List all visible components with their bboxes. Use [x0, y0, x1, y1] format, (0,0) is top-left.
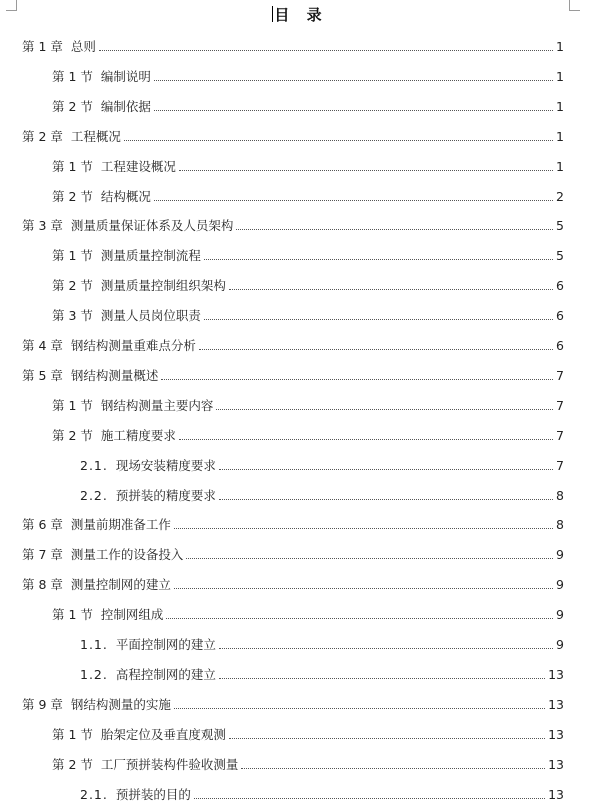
toc-entry[interactable] — [52, 602, 564, 622]
toc-dot-leader — [219, 469, 553, 470]
toc-entry-title: 总则 — [70, 39, 96, 54]
toc-entry-label — [52, 607, 163, 622]
toc-page-number: 8 — [556, 517, 564, 533]
toc-entry-number: 2.1. — [80, 457, 108, 473]
toc-entry-title: 平面控制网的建立 — [115, 637, 216, 652]
toc-page-number: 7 — [556, 367, 564, 383]
toc-entry-label — [52, 99, 151, 114]
toc-entry-title: 现场安装精度要求 — [115, 457, 216, 473]
toc-entry-title: 工厂预拼装构件验收测量 — [100, 756, 239, 772]
toc-dot-leader — [166, 618, 553, 619]
toc-entry[interactable] — [22, 34, 564, 54]
toc-entry-number: 第 1 节 — [52, 397, 93, 413]
toc-dot-leader — [174, 588, 553, 589]
toc-page-number: 6 — [556, 278, 564, 294]
toc-entry-label — [22, 517, 171, 532]
toc-entry-number: 第 2 节 — [52, 188, 93, 204]
toc-page-number: 7 — [556, 427, 564, 443]
toc-entry-label — [22, 129, 121, 144]
toc-entry[interactable] — [80, 453, 564, 473]
toc-entry-title: 编制依据 — [100, 98, 151, 114]
toc-dot-leader — [199, 349, 553, 350]
toc-entry[interactable] — [22, 333, 564, 353]
toc-entry[interactable] — [52, 64, 564, 84]
toc-entry-label — [22, 577, 171, 592]
toc-dot-leader — [99, 50, 553, 51]
toc-entry-number: 第 1 节 — [52, 726, 93, 742]
toc-dot-leader — [229, 738, 545, 739]
toc-entry-number: 2.2. — [80, 487, 108, 503]
toc-dot-leader — [161, 379, 553, 380]
toc-entry[interactable] — [80, 483, 564, 503]
toc-entry-label — [22, 39, 96, 54]
toc-entry-title: 控制网组成 — [100, 607, 164, 623]
toc-entry-label — [52, 727, 226, 742]
toc-entry-number: 2.1. — [80, 786, 108, 801]
toc-entry-title: 钢结构测量主要内容 — [100, 397, 214, 413]
toc-entry-number: 第 1 节 — [52, 607, 93, 623]
toc-dot-leader — [186, 558, 553, 559]
toc-entry[interactable] — [52, 722, 564, 742]
toc-page-number: 13 — [548, 756, 564, 772]
toc-page-number: 1 — [556, 39, 564, 54]
toc-entry-title: 胎架定位及垂直度观测 — [100, 726, 226, 742]
toc-entry-label — [52, 159, 176, 174]
toc-entry-title: 预拼装的精度要求 — [115, 487, 216, 503]
toc-entry-title: 钢结构测量的实施 — [70, 696, 171, 712]
toc-dot-leader — [154, 200, 553, 201]
toc-dot-leader — [219, 648, 553, 649]
toc-entry[interactable] — [22, 542, 564, 562]
toc-page-number: 9 — [556, 637, 564, 652]
toc-entry-number: 第 6 章 — [22, 517, 63, 533]
toc-dot-leader — [236, 229, 553, 230]
toc-entry[interactable] — [52, 393, 564, 413]
toc-dot-leader — [124, 140, 553, 141]
toc-entry[interactable] — [52, 423, 564, 443]
toc-entry-number: 第 8 章 — [22, 577, 63, 593]
toc-entry-label — [52, 428, 176, 443]
toc-page-number: 13 — [548, 786, 564, 801]
toc-page-number: 1 — [556, 98, 564, 114]
toc-entry-title: 测量工作的设备投入 — [70, 547, 184, 563]
toc-page-number: 5 — [556, 218, 564, 234]
toc-dot-leader — [241, 768, 545, 769]
toc-page-number: 1 — [556, 68, 564, 84]
toc-entry-title: 工程建设概况 — [100, 158, 176, 174]
toc-entry-label — [52, 278, 226, 293]
toc-page-number: 1 — [556, 158, 564, 174]
toc-entry[interactable] — [52, 184, 564, 204]
toc-entry-label — [52, 308, 201, 323]
toc-heading-text: 目 录 — [274, 6, 328, 24]
toc-entry-number: 第 3 节 — [52, 308, 93, 324]
toc-page-number: 6 — [556, 308, 564, 324]
toc-entry[interactable] — [22, 213, 564, 233]
toc-page-number: 6 — [556, 338, 564, 353]
toc-entry-number: 第 5 章 — [22, 367, 63, 383]
toc-entry-number: 第 2 节 — [52, 756, 93, 772]
toc-entry[interactable] — [80, 632, 564, 652]
toc-dot-leader — [154, 110, 553, 111]
toc-entry[interactable] — [22, 363, 564, 383]
toc-entry-label — [22, 697, 171, 712]
toc-page-number: 1 — [556, 128, 564, 144]
toc-entry-number: 第 1 章 — [22, 39, 63, 54]
toc-entry[interactable] — [52, 154, 564, 174]
toc-entry-label — [80, 488, 216, 503]
toc-page-number: 7 — [556, 457, 564, 473]
toc-entry[interactable] — [52, 273, 564, 293]
toc-page-number: 7 — [556, 397, 564, 413]
toc-page-number: 9 — [556, 577, 564, 593]
toc-entry-label — [52, 69, 151, 84]
toc-entry-title: 结构概况 — [100, 188, 151, 204]
toc-dot-leader — [219, 499, 553, 500]
toc-entry[interactable] — [22, 692, 564, 712]
toc-entry-title: 施工精度要求 — [100, 427, 176, 443]
toc-entry-number: 第 1 节 — [52, 248, 93, 264]
toc-entry-number: 1.2. — [80, 666, 108, 682]
toc-entry[interactable] — [80, 782, 564, 801]
toc-entry-title: 测量人员岗位职责 — [100, 308, 201, 324]
toc-page-number: 9 — [556, 547, 564, 563]
toc-entry-title: 测量质量控制流程 — [100, 248, 201, 264]
toc-entry-label — [52, 189, 151, 204]
toc-entry-number: 1.1. — [80, 637, 108, 652]
toc-entry-title: 钢结构测量概述 — [70, 367, 159, 383]
toc-dot-leader — [194, 798, 545, 799]
toc-page-number: 5 — [556, 248, 564, 264]
toc-dot-leader — [216, 409, 553, 410]
toc-entry-label — [52, 398, 213, 413]
toc-heading — [0, 4, 600, 25]
toc-entry-number: 第 2 节 — [52, 98, 93, 114]
toc-entry-label — [80, 458, 216, 473]
toc-entry-title: 高程控制网的建立 — [115, 666, 216, 682]
toc-entry-title: 钢结构测量重难点分析 — [70, 338, 196, 353]
toc-entry-number: 第 4 章 — [22, 338, 63, 353]
toc-page-number: 2 — [556, 188, 564, 204]
toc-entry-label — [80, 787, 191, 801]
toc-dot-leader — [229, 289, 553, 290]
toc-entry-number: 第 3 章 — [22, 218, 63, 234]
toc-entry[interactable] — [52, 752, 564, 772]
toc-entry[interactable] — [80, 662, 564, 682]
toc-entry-number: 第 2 节 — [52, 427, 93, 443]
toc-entry-label — [22, 547, 183, 562]
toc-entry-number: 第 2 节 — [52, 278, 93, 294]
toc-entry-title: 测量控制网的建立 — [70, 577, 171, 593]
toc-dot-leader — [219, 678, 545, 679]
toc-dot-leader — [179, 439, 553, 440]
toc-page-number: 8 — [556, 487, 564, 503]
toc-entry-label — [22, 368, 158, 383]
toc-page-number: 13 — [548, 666, 564, 682]
toc-dot-leader — [204, 319, 553, 320]
toc-entry[interactable] — [52, 94, 564, 114]
toc-entry[interactable] — [22, 512, 564, 532]
toc-dot-leader — [204, 259, 553, 260]
toc-entry-label — [80, 667, 216, 682]
toc-entry-number: 第 1 节 — [52, 158, 93, 174]
toc-entry-title: 测量前期准备工作 — [70, 517, 171, 533]
toc-dot-leader — [154, 80, 553, 81]
toc-page-number: 13 — [548, 726, 564, 742]
toc-entry-label — [80, 637, 216, 652]
toc-dot-leader — [174, 528, 553, 529]
toc-entry-label — [22, 338, 196, 353]
toc-entry-number: 第 7 章 — [22, 547, 63, 563]
toc-dot-leader — [179, 170, 553, 171]
toc-entry-title: 预拼装的目的 — [115, 786, 191, 801]
toc-entry-title: 工程概况 — [70, 128, 121, 144]
toc-dot-leader — [174, 708, 545, 709]
toc-entry[interactable] — [52, 243, 564, 263]
toc-entry[interactable] — [22, 124, 564, 144]
toc-entry[interactable] — [22, 572, 564, 592]
toc-entry-number: 第 2 章 — [22, 128, 63, 144]
toc-page-number: 13 — [548, 696, 564, 712]
toc-entry-title: 测量质量保证体系及人员架构 — [70, 218, 234, 234]
toc-entry-number: 第 9 章 — [22, 696, 63, 712]
toc-entry-number: 第 1 节 — [52, 68, 93, 84]
toc-entry-title: 测量质量控制组织架构 — [100, 278, 226, 294]
toc-page-number: 9 — [556, 607, 564, 623]
toc-entry[interactable] — [52, 303, 564, 323]
toc-entry-label — [52, 248, 201, 263]
toc-entry-label — [22, 218, 233, 233]
toc-entry-title: 编制说明 — [100, 68, 151, 84]
toc-entry-label — [52, 757, 238, 772]
